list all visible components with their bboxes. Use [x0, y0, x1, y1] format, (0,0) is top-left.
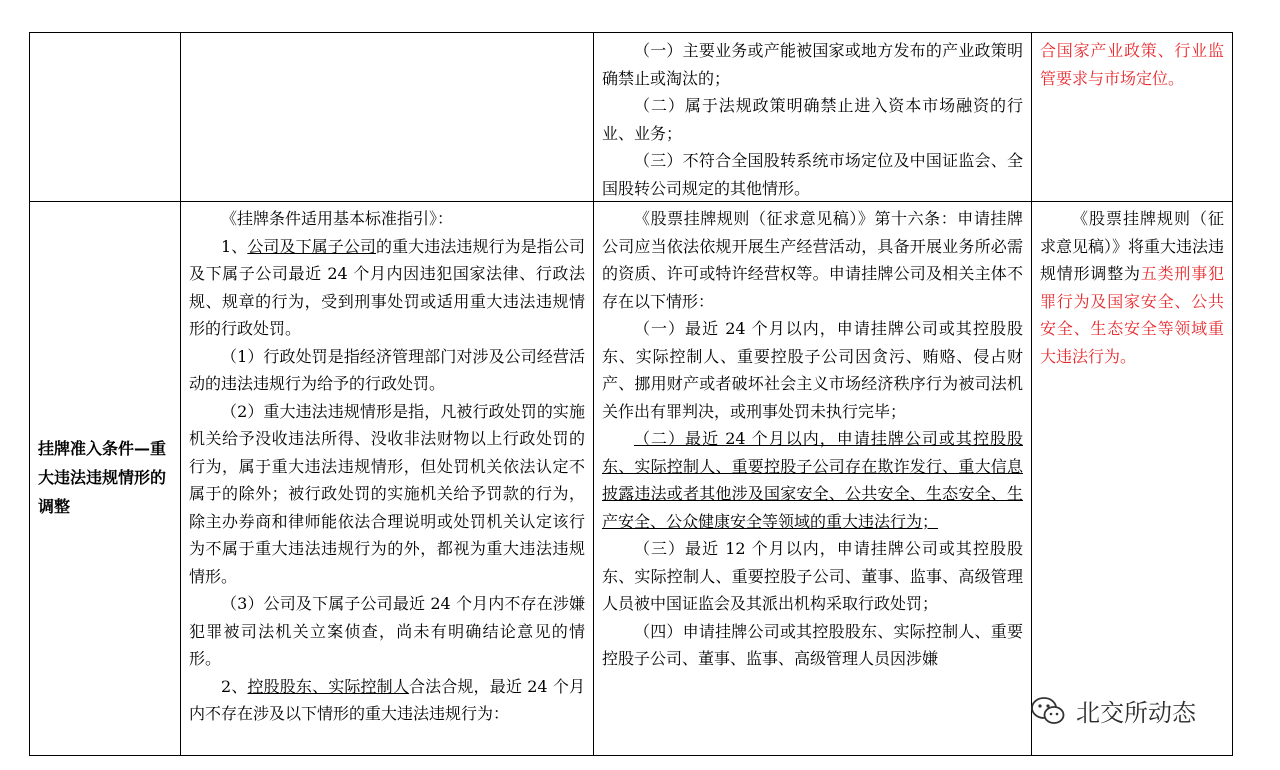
- comparison-table: [29, 32, 1233, 756]
- new-rule-para-3: （二）最近 24 个月以内，申请挂牌公司或其控股股东、实际控制人、重要控股子公司存在欺诈发行、重大信息披露违法或者其他涉及国家安全、公共安全、生态安全、生产安全、公众健康安全等领域的重大违法行为；: [602, 429, 1023, 531]
- row2-old-rule-cell: [181, 202, 594, 756]
- row1-old-rule-cell: [181, 33, 594, 202]
- new-rule-para-2: （一）最近 24 个月以内，申请挂牌公司或其控股股东、实际控制人、重要控股子公司因贪污、贿赂、侵占财产、挪用财产或者破坏社会主义市场经济秩序行为被司法机关作出有罪判决，或刑事处罚未执行完毕；: [602, 319, 1023, 421]
- table-row: [30, 33, 1233, 202]
- row1-item-3: （三）不符合全国股转系统市场定位及中国证监会、全国股转公司规定的其他情形。: [602, 151, 1023, 198]
- table-row: [30, 202, 1233, 756]
- row1-item-1: （一）主要业务或产能被国家或地方发布的产业政策明确禁止或淘汰的；: [602, 41, 1023, 88]
- row1-comment-cell: [1032, 33, 1233, 202]
- watermark-text: 北交所动态: [1076, 699, 1196, 727]
- row1-new-rule-cell: [594, 33, 1032, 202]
- row1-comment-text: 合国家产业政策、行业监管要求与市场定位。: [1040, 41, 1224, 88]
- old-rule-para-1: 1、公司及下属子公司的重大违法违规行为是指公司及下属子公司最近 24 个月内因违犯国家法律、行政法规、规章的行为，受到刑事处罚或适用重大违法违规情形的行政处罚。: [189, 236, 585, 338]
- row2-comment-cell: [1032, 202, 1233, 756]
- watermark: [1030, 693, 1196, 728]
- old-rule-para-2: （1）行政处罚是指经济管理部门对涉及公司经营活动的违法违规行为给予的行政处罚。: [189, 346, 585, 393]
- old-rule-para-3: （2）重大违法违规情形是指，凡被行政处罚的实施机关给予没收违法所得、没收非法财物以上行政处罚的行为，属于重大违法违规情形，但处罚机关依法认定不属于的除外；被行政处罚的实施机关给予罚款的行为，除主办券商和律师能依法合理说明或处罚机关认定该行为不属于重大违法违规行为的外，都视为重大违法违规情形。: [189, 401, 585, 586]
- row2-new-rule-cell: [594, 202, 1032, 756]
- row1-label-cell: [30, 33, 181, 202]
- old-rule-para-4: （3）公司及下属子公司最近 24 个月内不存在涉嫌犯罪被司法机关立案侦查，尚未有明确结论意见的情形。: [189, 594, 585, 668]
- old-rule-para-5: 2、控股股东、实际控制人合法合规，最近 24 个月内不存在涉及以下情形的重大违法违规行为：: [189, 676, 585, 723]
- old-rule-title: 《挂牌条件适用基本标准指引》：: [221, 209, 454, 228]
- wechat-icon: [1030, 695, 1066, 727]
- comment-text: 《股票挂牌规则（征求意见稿）》将重大违法违规情形调整为五类刑事犯罪行为及国家安全、公共安全、生态安全等领域重大违法行为。: [1040, 209, 1225, 366]
- new-rule-para-5: （四）申请挂牌公司或其控股股东、实际控制人、重要控股子公司、董事、监事、高级管理人员因涉嫌: [602, 621, 1023, 668]
- row1-item-2: （二）属于法规政策明确禁止进入资本市场融资的行业、业务；: [602, 96, 1023, 143]
- row-label: 挂牌准入条件—重大违法违规情形的调整: [38, 438, 167, 516]
- new-rule-para-1: 《股票挂牌规则（征求意见稿）》第十六条：申请挂牌公司应当依法依规开展生产经营活动，具备开展业务所必需的资质、许可或特许经营权等。申请挂牌公司及相关主体不存在以下情形：: [602, 209, 1023, 311]
- row2-label-cell: [30, 202, 181, 756]
- new-rule-para-4: （三）最近 12 个月以内，申请挂牌公司或其控股股东、实际控制人、重要控股子公司、董事、监事、高级管理人员被中国证监会及其派出机构采取行政处罚；: [602, 539, 1023, 613]
